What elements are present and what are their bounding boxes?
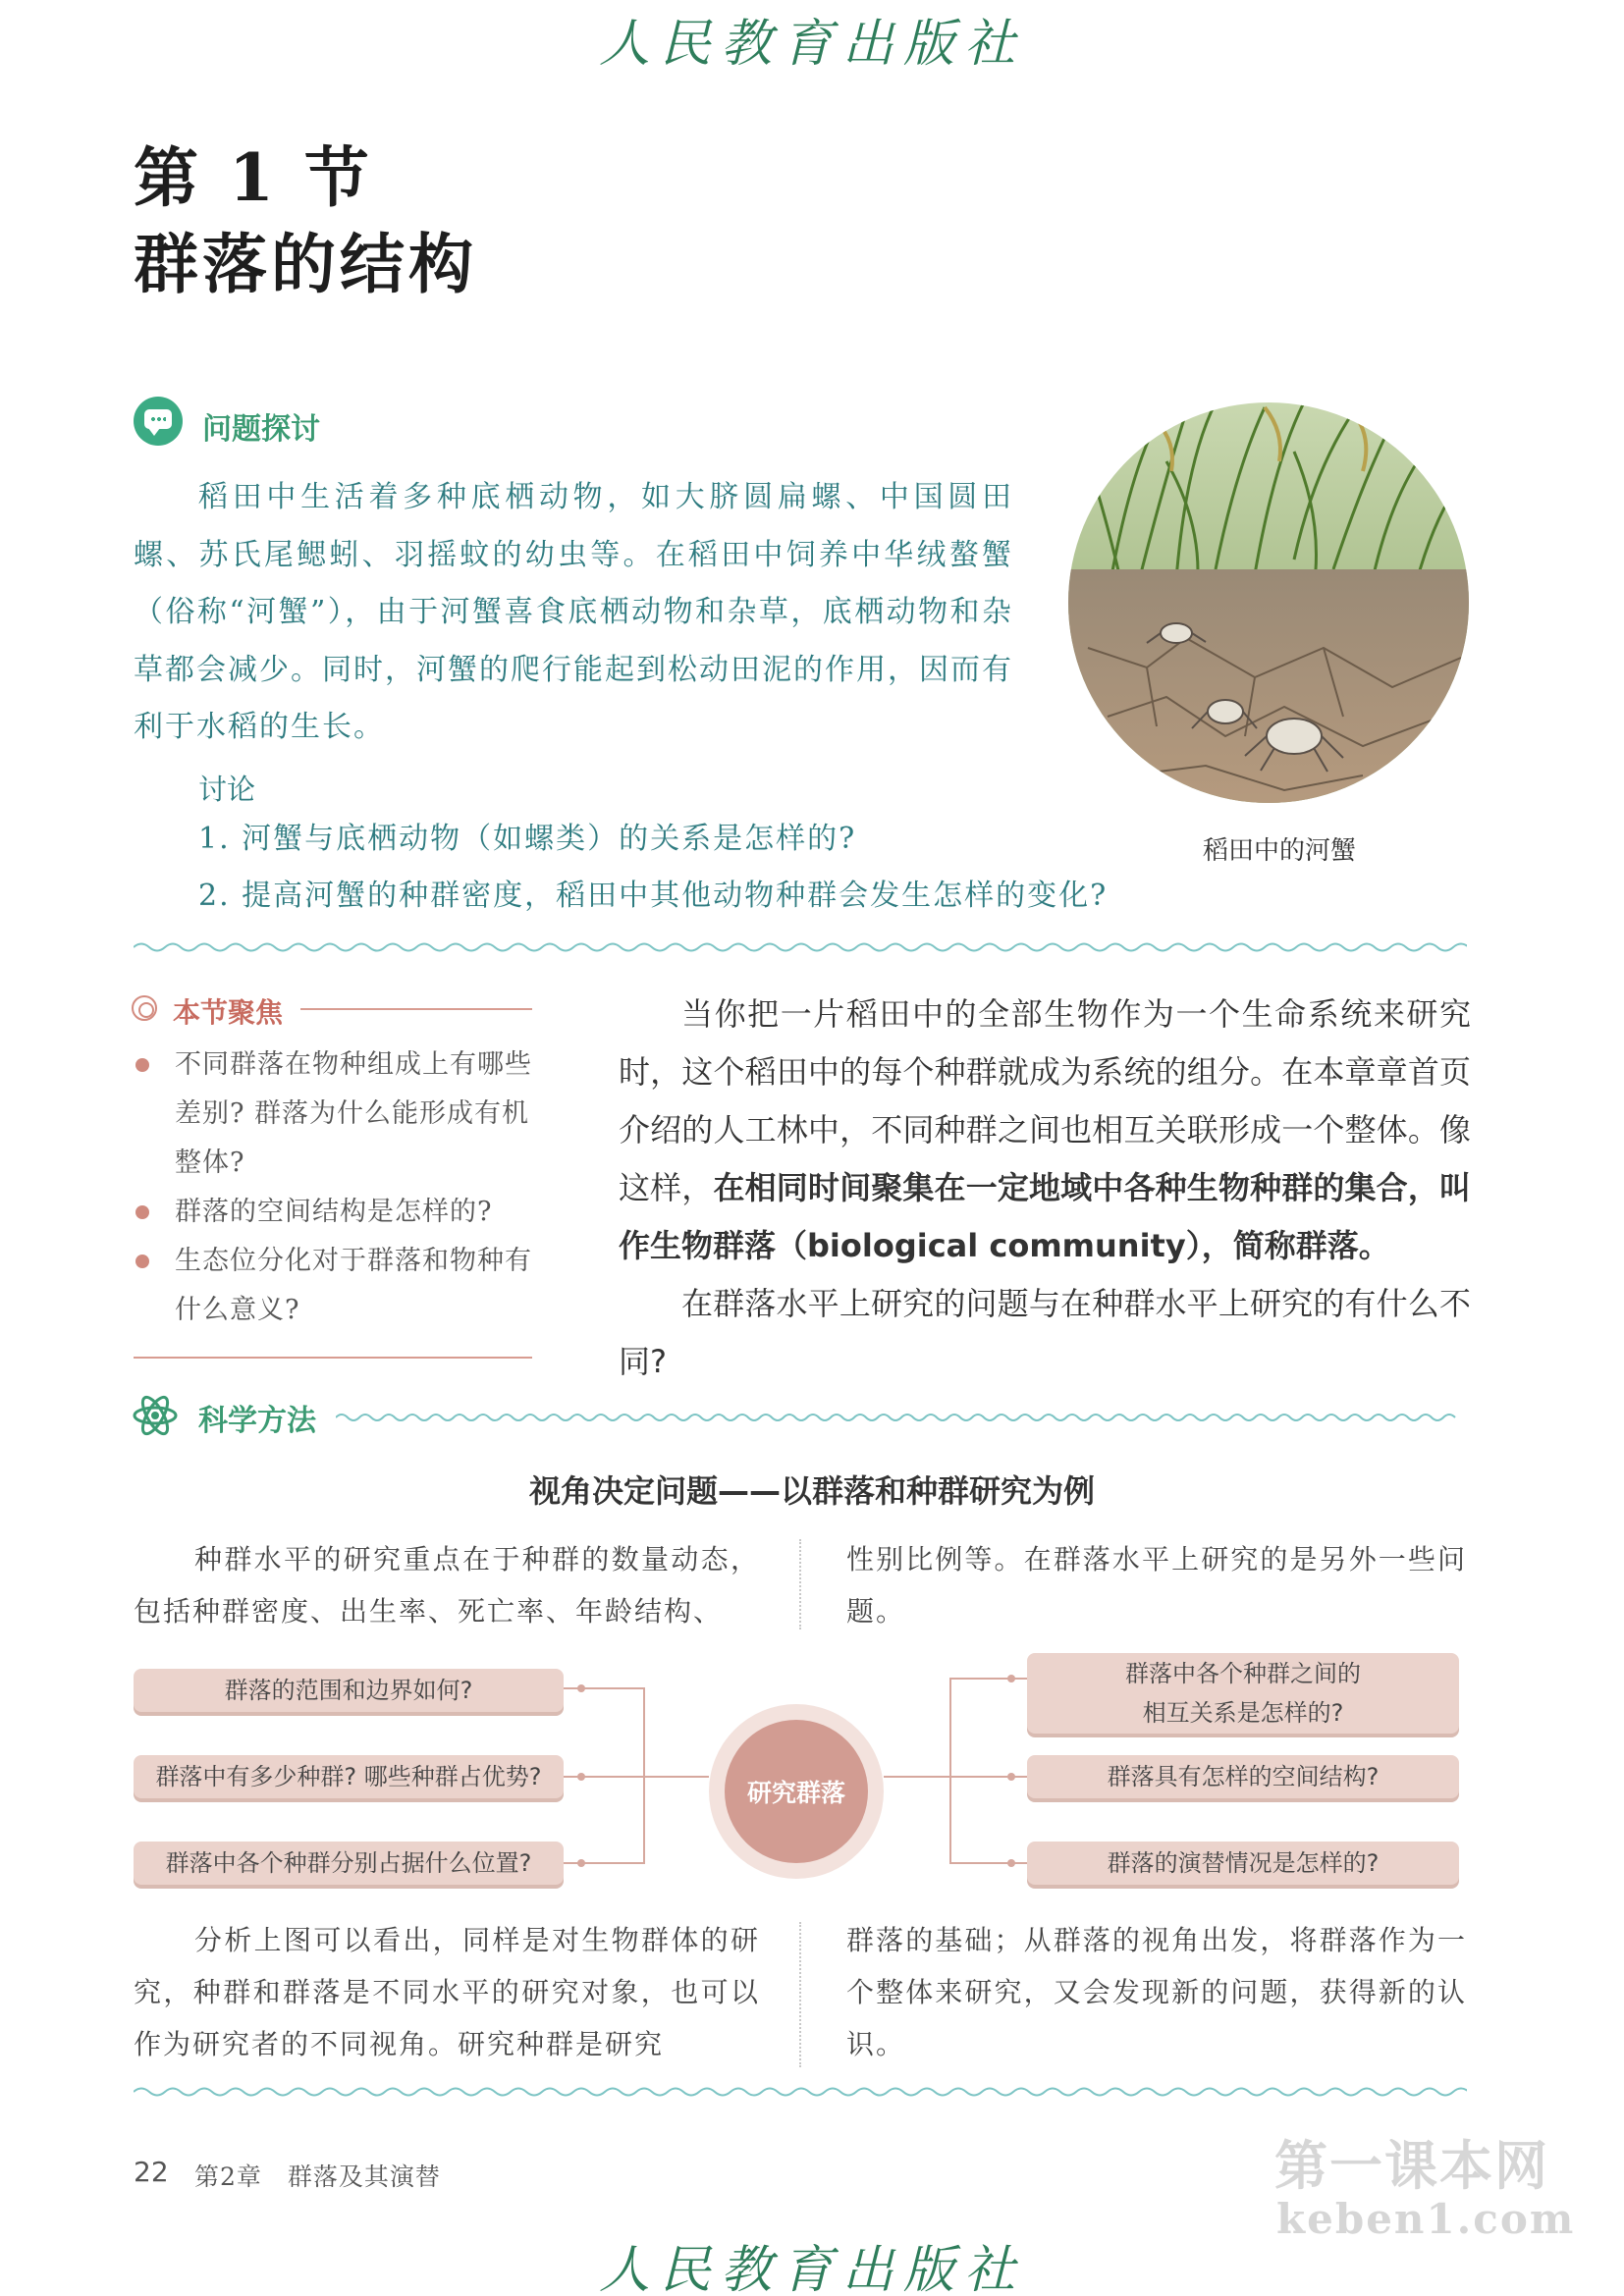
focus-title: 本节聚焦 — [173, 996, 284, 1029]
discussion-question-1: 1. 河蟹与底栖动物（如螺类）的关系是怎样的? — [198, 822, 857, 856]
watermark-title: 第一课本网 — [1274, 2135, 1549, 2197]
section-number: 第 1 节 — [134, 139, 373, 216]
section-title: 群落的结构 — [134, 226, 477, 302]
question-pill-right-2: 群落具有怎样的空间结构? — [1027, 1755, 1459, 1798]
main-paragraph-2: 在群落水平上研究的问题与在种群水平上研究的有什么不同? — [619, 1285, 1471, 1380]
focus-item-text: 不同群落在物种组成上有哪些差别? 群落为什么能形成有机整体? — [175, 1049, 532, 1178]
discussion-question-2: 2. 提高河蟹的种群密度，稻田中其他动物种群会发生怎样的变化? — [198, 879, 1109, 913]
problem-heading: 问题探讨 — [202, 412, 320, 447]
chapter-label: 第2章 群落及其演替 — [194, 2163, 441, 2191]
problem-paragraph: 稻田中生活着多种底栖动物，如大脐圆扁螺、中国圆田螺、苏氏尾鳃蚓、羽摇蚊的幼虫等。在稻田中饲养中华绒螯蟹（俗称“河蟹”），由于河蟹喜食底栖动物和杂草，底栖动物和杂草都会减少。同时，河蟹的爬行能起到松动田泥的作用，因而有利于水稻的生长。 — [134, 480, 1013, 744]
method-text-bottom-right: 群落的基础；从群落的视角出发，将群落作为一个整体来研究，又会发现新的问题，获得新的认识。 — [846, 1924, 1467, 2060]
main-paragraph-1: 当你把一片稻田中的全部生物作为一个生命系统来研究时，这个稻田中的每个种群就成为系统的组分。在本章章首页介绍的人工林中，不同种群之间也相互关联形成一个整体。像这样， — [619, 995, 1471, 1206]
method-text-top-right: 性别比例等。在群落水平上研究的是另外一些问题。 — [846, 1543, 1467, 1628]
column-divider — [799, 1922, 801, 2067]
method-subtitle: 视角决定问题——以群落和种群研究为例 — [528, 1472, 1095, 1510]
question-pill-left-3: 群落中各个种群分别占据什么位置? — [134, 1842, 564, 1885]
question-pill-right-1: 群落中各个种群之间的 相互关系是怎样的? — [1027, 1653, 1459, 1734]
question-pill-left-1: 群落的范围和边界如何? — [134, 1669, 564, 1712]
discussion-label: 讨论 — [198, 773, 256, 806]
publisher-mark-top: 人民教育出版社 — [598, 15, 1025, 74]
method-heading: 科学方法 — [198, 1404, 316, 1438]
watermark-url: keben1.com — [1276, 2195, 1576, 2243]
page-number: 22 — [134, 2156, 169, 2188]
publisher-mark-bottom: 人民教育出版社 — [598, 2241, 1025, 2296]
method-text-bottom-left: 分析上图可以看出，同样是对生物群体的研究，种群和群落是不同水平的研究对象，也可以作为研究者的不同视角。研究种群是研究 — [134, 1924, 760, 2060]
focus-item-text: 群落的空间结构是怎样的? — [175, 1197, 493, 1227]
community-definition: 在相同时间聚集在一定地域中各种生物种群的集合，叫作生物群落（biological community），简称群落。 — [619, 1169, 1471, 1264]
photo-caption: 稻田中的河蟹 — [1202, 836, 1356, 866]
question-pill-left-2: 群落中有多少种群? 哪些种群占优势? — [134, 1755, 564, 1798]
question-pill-right-3: 群落的演替情况是怎样的? — [1027, 1842, 1459, 1885]
wavy-divider — [134, 2085, 1467, 2099]
center-node: 研究群落 — [725, 1720, 868, 1863]
focus-item-text: 生态位分化对于群落和物种有什么意义? — [175, 1246, 532, 1325]
method-text-top-left: 种群水平的研究重点在于种群的数量动态，包括种群密度、出生率、死亡率、年龄结构、 — [134, 1543, 760, 1628]
